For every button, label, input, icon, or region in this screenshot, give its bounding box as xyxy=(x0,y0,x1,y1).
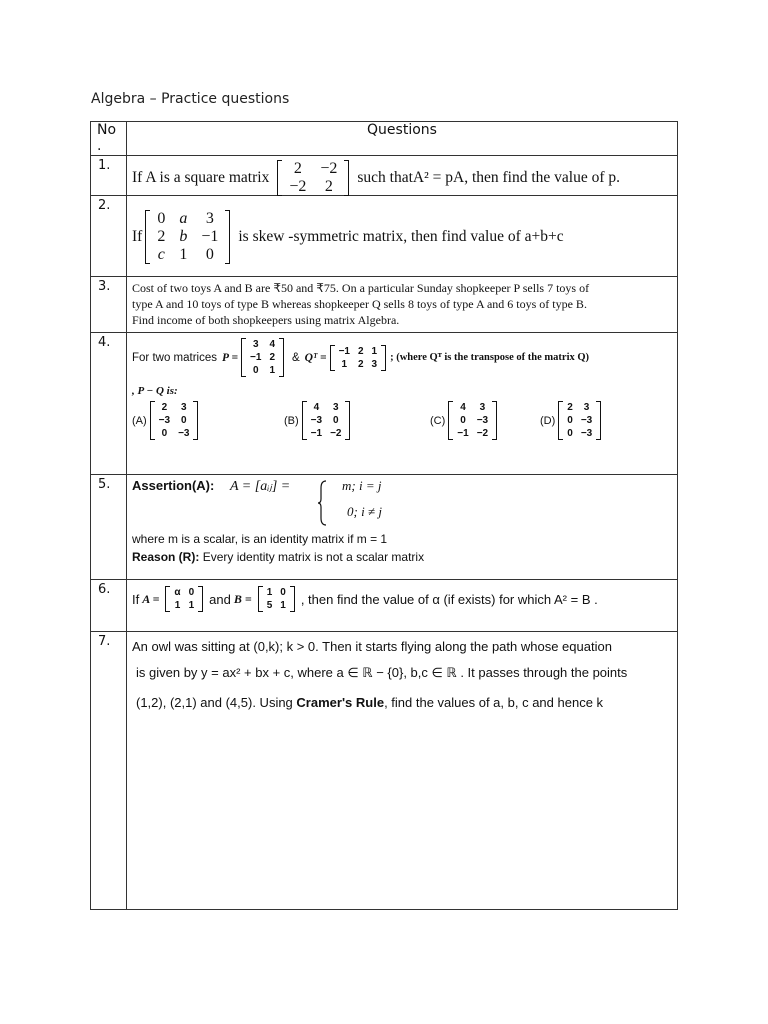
q7-line3-a: (1,2), (2,1) and (4,5). Using xyxy=(136,695,293,710)
matrix-cell: −3 xyxy=(310,415,323,426)
option-matrix xyxy=(558,401,601,440)
matrix-cell: 3 xyxy=(181,402,187,413)
reason-label: Reason (R): xyxy=(132,550,200,564)
question-number: 3. xyxy=(98,279,111,294)
q1-suffix: such thatA² = pA, then find the value of p. xyxy=(357,169,621,186)
q2-matrix xyxy=(145,210,230,264)
matrix-cell: 0 xyxy=(252,365,259,376)
matrix-cell: 0 xyxy=(161,428,168,439)
option-c xyxy=(430,401,500,440)
case-1: m; i = j xyxy=(342,478,382,493)
option-matrix xyxy=(302,401,351,440)
matrix-cell: 1 xyxy=(179,246,188,263)
matrix-cell: 2 xyxy=(357,345,364,357)
question-number: 7. xyxy=(98,634,111,649)
option-label: (D) xyxy=(540,414,556,427)
assertion-label: Assertion(A): xyxy=(132,478,215,493)
option-matrix xyxy=(150,401,199,440)
q4-and: & xyxy=(292,351,300,364)
q4-p-label: P = xyxy=(222,351,239,364)
matrix-cell: b xyxy=(179,228,188,245)
row-divider xyxy=(91,276,677,277)
matrix-cell: 3 xyxy=(371,358,378,370)
q1-prefix: If A is a square matrix xyxy=(132,169,270,186)
matrix-cell: 2 xyxy=(161,402,168,413)
question-number: 5. xyxy=(98,477,111,492)
matrix-cell: −3 xyxy=(580,415,593,426)
q3-line1: Cost of two toys A and B are ₹50 and ₹75. On a particular Sunday shopkeeper P sells 7 toys of xyxy=(132,281,590,295)
matrix-cell: 2 xyxy=(269,352,275,363)
q6-b-matrix xyxy=(258,586,295,612)
matrix-cell: −3 xyxy=(580,428,593,439)
matrix-cell: 4 xyxy=(460,402,466,413)
matrix-cell: 2 xyxy=(357,358,364,370)
header-no: No . xyxy=(97,122,117,154)
q4-options xyxy=(132,401,671,457)
question-7 xyxy=(132,634,671,716)
matrix-cell: 0 xyxy=(567,428,573,439)
q4-note: ; (where Qᵀ is the transpose of the matrix Q) xyxy=(390,352,590,363)
question-2 xyxy=(132,210,671,264)
case-brace-icon xyxy=(318,480,328,526)
matrix-cell: 4 xyxy=(269,339,275,350)
matrix-cell: 0 xyxy=(181,415,187,426)
q1-matrix xyxy=(277,160,349,196)
q7-line1: An owl was sitting at (0,k); k > 0. Then it starts flying along the path whose equation xyxy=(132,639,612,654)
cramers-rule: Cramer's Rule xyxy=(296,695,385,710)
assertion-expr: A = [aᵢⱼ] = xyxy=(230,479,291,494)
question-number: 4. xyxy=(98,335,111,350)
row-divider xyxy=(91,631,677,632)
row-divider xyxy=(91,155,677,156)
reason-text: Every identity matrix is not a scalar matrix xyxy=(202,550,425,564)
row-divider xyxy=(91,579,677,580)
q6-prefix: If xyxy=(132,591,140,607)
matrix-cell: −2 xyxy=(330,428,342,439)
matrix-cell: 2 xyxy=(567,402,573,413)
q4-expr: , P − Q is: xyxy=(132,385,178,397)
matrix-cell: −2 xyxy=(320,160,338,177)
q4-qt-matrix xyxy=(330,345,387,371)
q4-intro: For two matrices xyxy=(132,351,217,364)
case-2: 0; i ≠ j xyxy=(347,504,382,519)
option-a xyxy=(132,401,201,440)
matrix-cell: 3 xyxy=(252,339,259,350)
matrix-cell: 3 xyxy=(583,402,590,413)
question-3 xyxy=(132,280,671,328)
matrix-cell: −1 xyxy=(201,228,219,245)
matrix-cell: 0 xyxy=(188,587,195,598)
q7-line2: is given by y = ax² + bx + c, where a ∈ ℝ − {0}, b,c ∈ ℝ . It passes through the points xyxy=(136,665,628,680)
matrix-cell: α xyxy=(174,587,181,598)
q4-qt-label: Qᵀ = xyxy=(304,351,327,364)
q6-suffix: , then find the value of α (if exists) for which A² = B . xyxy=(300,591,598,607)
matrix-cell: 1 xyxy=(174,600,181,611)
matrix-cell: −3 xyxy=(476,415,489,426)
matrix-cell: 3 xyxy=(205,210,214,227)
matrix-cell: 0 xyxy=(205,246,214,263)
q5-reason xyxy=(132,550,671,564)
matrix-cell: 1 xyxy=(266,587,273,598)
matrix-cell: 3 xyxy=(333,402,339,413)
matrix-cell: a xyxy=(179,210,188,227)
matrix-cell: 1 xyxy=(188,600,195,611)
option-d xyxy=(540,401,604,440)
option-label: (C) xyxy=(430,414,446,427)
document-title: Algebra – Practice questions xyxy=(91,91,290,107)
matrix-cell: 1 xyxy=(269,365,275,376)
matrix-cell: −1 xyxy=(250,352,262,363)
matrix-cell: −1 xyxy=(338,345,350,357)
matrix-cell: 0 xyxy=(460,415,466,426)
q3-line2: type A and 10 toys of type B whereas shopkeeper Q sells 8 toys of type A and 6 toys of type B. xyxy=(132,297,587,311)
matrix-cell: 1 xyxy=(280,600,286,611)
q6-and: and xyxy=(209,591,231,607)
matrix-cell: 4 xyxy=(313,402,320,413)
matrix-cell: 5 xyxy=(266,600,273,611)
matrix-cell: 2 xyxy=(324,178,333,195)
row-divider xyxy=(91,474,677,475)
row-divider xyxy=(91,332,677,333)
option-label: (B) xyxy=(284,414,299,427)
matrix-cell: 0 xyxy=(333,415,339,426)
questions-table xyxy=(90,121,678,910)
matrix-cell: c xyxy=(157,246,165,263)
question-5 xyxy=(132,478,671,564)
header-questions: Questions xyxy=(367,122,437,138)
matrix-cell: −3 xyxy=(158,415,171,426)
q5-line2: where m is a scalar, is an identity matrix if m = 1 xyxy=(132,532,388,546)
question-number: 6. xyxy=(98,582,111,597)
option-matrix xyxy=(448,401,497,440)
q6-b-label: B = xyxy=(233,591,252,606)
matrix-cell: −1 xyxy=(310,428,323,439)
q7-line3 xyxy=(132,690,671,716)
matrix-cell: 2 xyxy=(157,228,166,245)
question-number: 2. xyxy=(98,198,111,213)
matrix-cell: 1 xyxy=(341,358,348,370)
matrix-cell: −1 xyxy=(457,428,469,439)
matrix-cell: 3 xyxy=(479,402,486,413)
matrix-cell: −2 xyxy=(476,428,489,439)
option-label: (A) xyxy=(132,414,147,427)
question-6 xyxy=(132,586,671,612)
q2-prefix: If xyxy=(132,228,143,245)
matrix-cell: 2 xyxy=(293,160,302,177)
q6-a-label: A = xyxy=(142,591,160,606)
matrix-cell: 0 xyxy=(280,587,286,598)
column-divider xyxy=(126,122,127,909)
option-b xyxy=(284,401,353,440)
matrix-cell: −3 xyxy=(178,428,190,439)
matrix-cell: 0 xyxy=(157,210,166,227)
question-number: 1. xyxy=(98,158,111,173)
q4-p-matrix xyxy=(241,338,284,377)
q6-a-matrix xyxy=(165,586,203,612)
q3-line3: Find income of both shopkeepers using matrix Algebra. xyxy=(132,313,400,327)
question-1 xyxy=(132,160,671,196)
matrix-cell: −2 xyxy=(289,178,307,195)
q2-suffix: is skew -symmetric matrix, then find value of a+b+c xyxy=(238,228,564,245)
matrix-cell: 0 xyxy=(567,415,573,426)
matrix-cell: 1 xyxy=(371,345,378,357)
q7-line3-b: , find the values of a, b, c and hence k xyxy=(384,695,604,710)
question-4 xyxy=(132,338,671,457)
